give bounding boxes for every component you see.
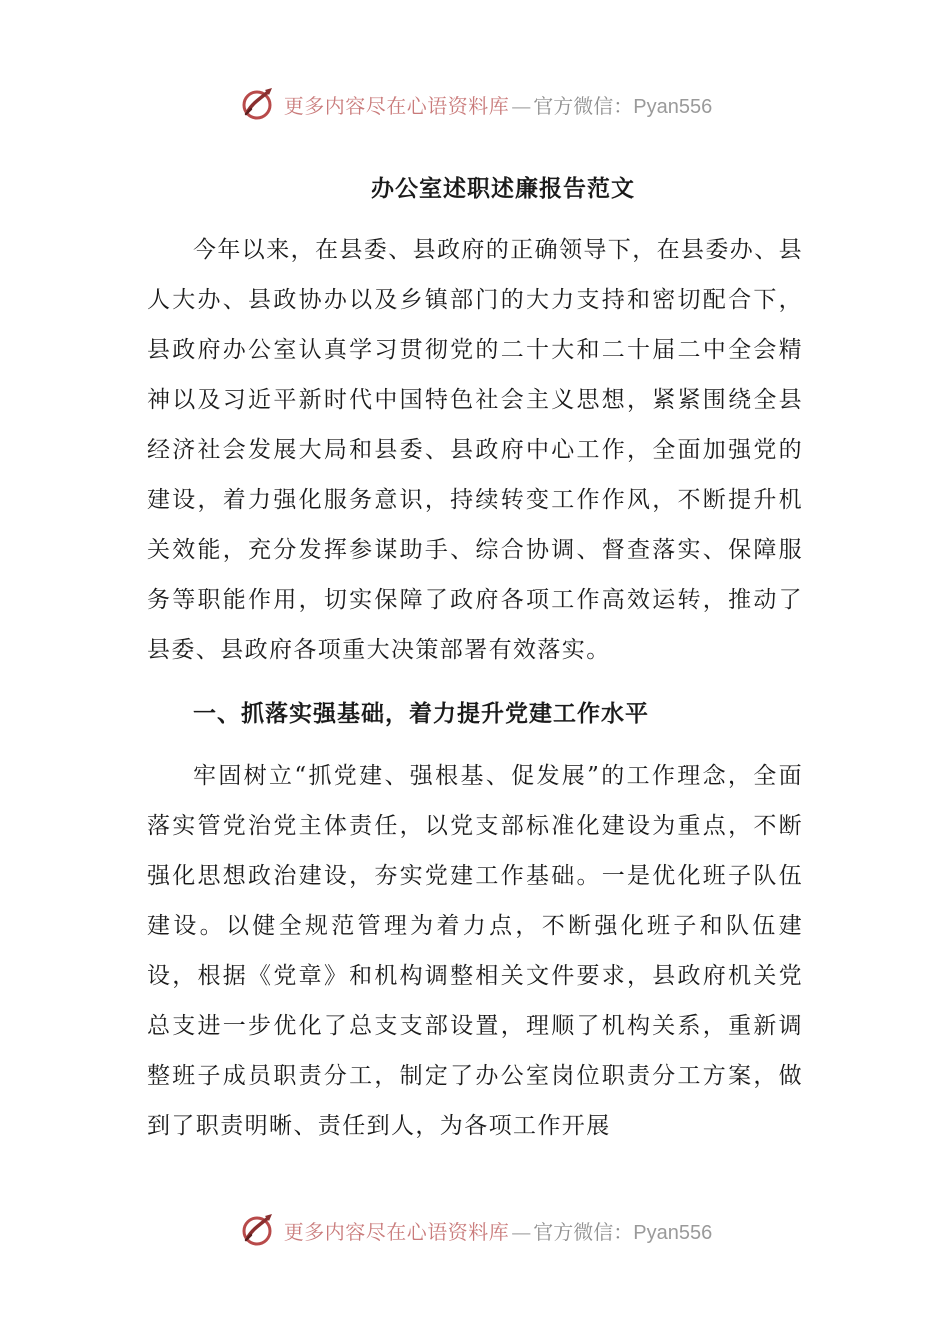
intro-paragraph: 今年以来，在县委、县政府的正确领导下，在县委办、县人大办、县政协办以及乡镇部门的大力支持和密切配合下，县政府办公室认真学习贯彻党的二十大和二十届二中全会精神以及习近平新时代中国特色社会主义思想，紧紧围绕全县经济社会发展大局和县委、县政府中心工作，全面加强党的建设，着力强化服务意识，持续转变工作作风，不断提升机关效能，充分发挥参谋助手、综合协调、督查落实、保障服务等职能作用，切实保障了政府各项工作高效运转，推动了县委、县政府各项重大决策部署有效落实。 <box>147 237 803 663</box>
watermark-wechat-id: Pyan556 <box>633 1221 713 1244</box>
watermark-dash: — <box>511 93 532 118</box>
pen-logo-icon <box>238 1210 278 1250</box>
watermark-main-text: 更多内容尽在心语资料库 <box>283 93 510 118</box>
header-watermark-text <box>284 90 712 119</box>
section-1-paragraph: 牢固树立“抓党建、强根基、促发展”的工作理念，全面落实管党治党主体责任，以党支部标准化建设为重点，不断强化思想政治建设，夯实党建工作基础。一是优化班子队伍建设。以健全规范管理为着力点，不断强化班子和队伍建设，根据《党章》和机构调整相关文件要求，县政府机关党总支进一步优化了总支支部设置，理顺了机构关系，重新调整班子成员职责分工，制定了办公室岗位职责分工方案，做到了职责明晰、责任到人，为各项工作开展 <box>147 763 803 1139</box>
document-title: 办公室述职述廉报告范文 <box>371 175 635 202</box>
watermark-dash: — <box>511 1219 532 1244</box>
footer-watermark-banner <box>0 1208 950 1252</box>
header-watermark-banner <box>0 82 950 126</box>
pen-logo-icon <box>238 84 278 124</box>
footer-watermark-inner <box>238 1210 712 1250</box>
watermark-wechat-label: 官方微信： <box>533 1219 634 1244</box>
watermark-main-text: 更多内容尽在心语资料库 <box>283 1219 510 1244</box>
document-body <box>147 170 803 1151</box>
watermark-wechat-label: 官方微信： <box>533 93 634 118</box>
watermark-wechat-id: Pyan556 <box>633 95 713 118</box>
header-watermark-inner <box>238 84 712 124</box>
section-heading-1: 一、抓落实强基础，着力提升党建工作水平 <box>193 700 649 727</box>
footer-watermark-text <box>284 1216 712 1245</box>
